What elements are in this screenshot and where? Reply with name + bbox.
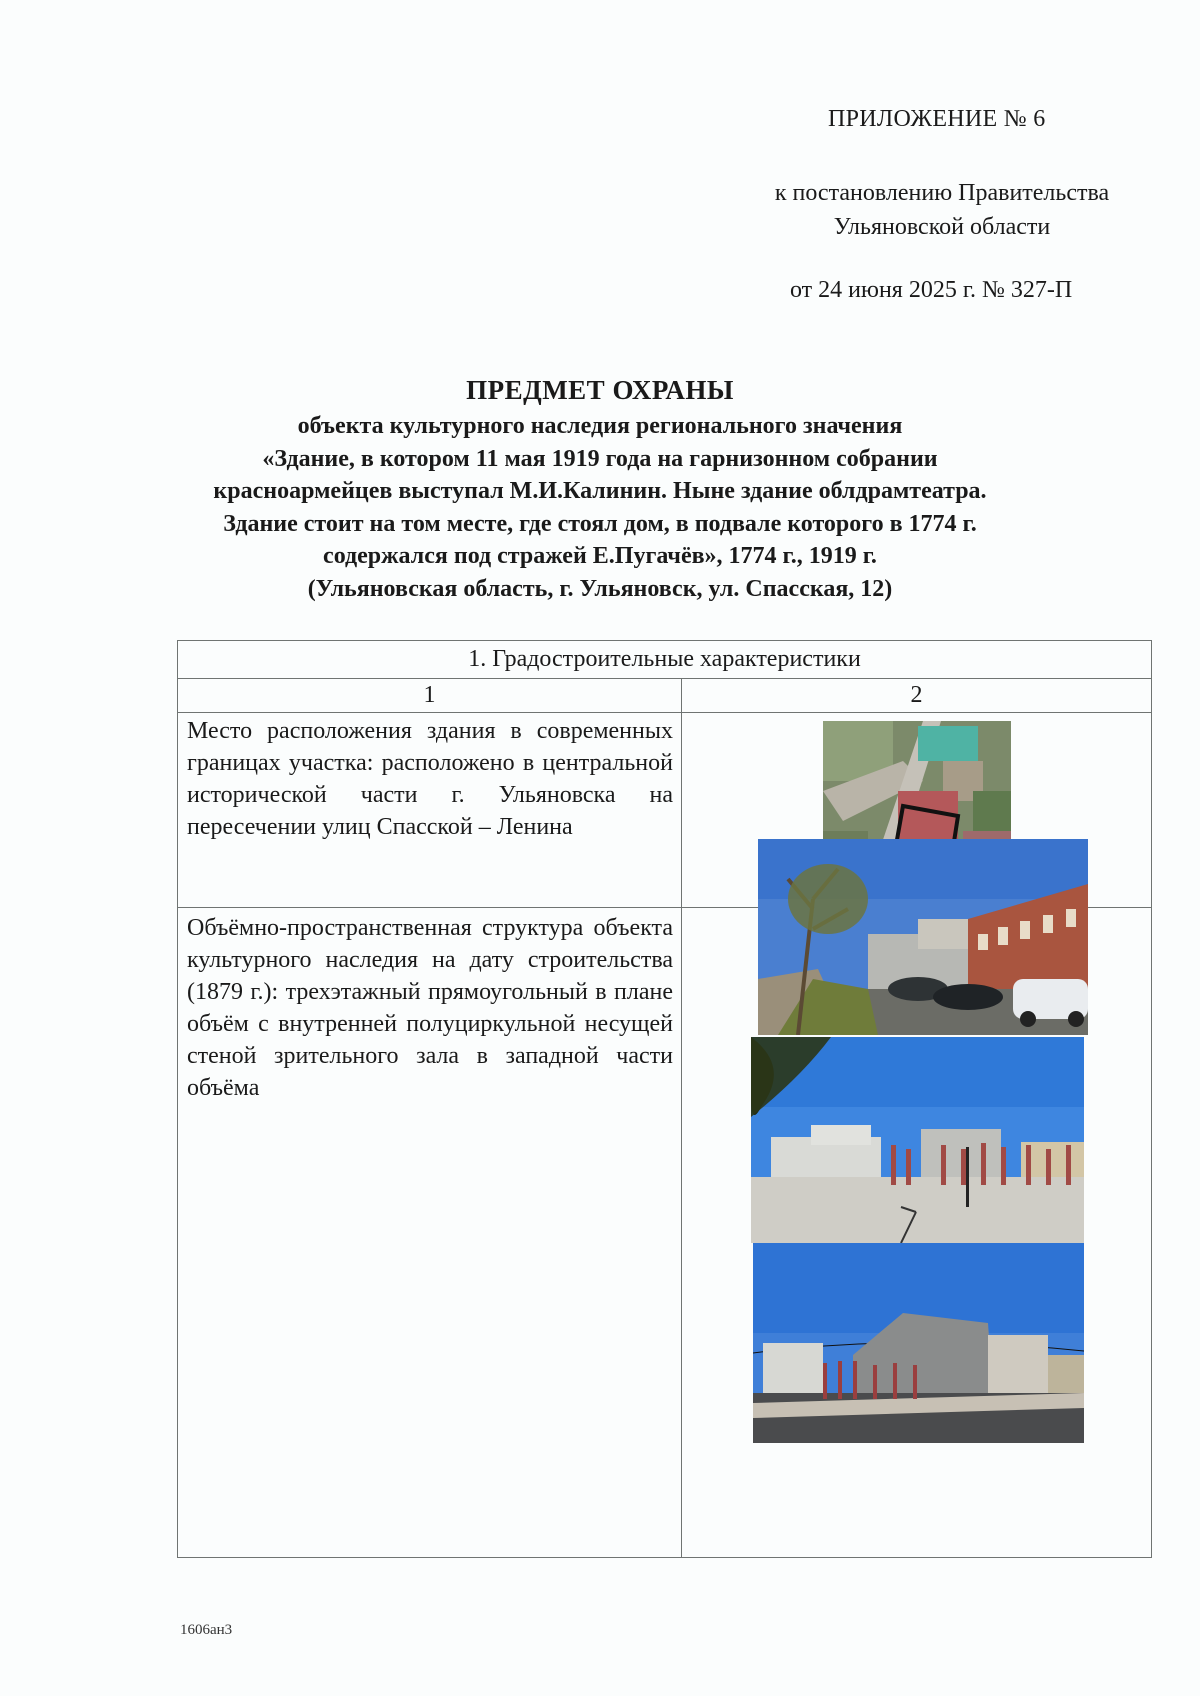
title-line: красноармейцев выступал М.И.Калинин. Ныне здание облдрамтеатра. [213,478,987,504]
table-row-1-text: Место расположения здания в современных границах участка: расположено в центральной исторической части г. Ульяновска на пересечении улиц Спасской – Ленина [187,718,673,840]
table-section-heading: 1. Градостроительные характеристики [178,641,1151,679]
street-photo-1 [758,839,1088,1035]
document-title: ПРЕДМЕТ ОХРАНЫ [466,375,734,405]
title-line: объекта культурного наследия регионального значения [297,413,903,439]
appendix-number: ПРИЛОЖЕНИЕ № 6 [828,106,1046,132]
title-line: Здание стоит на том месте, где стоял дом, в подвале которого в 1774 г. [223,510,977,537]
table-row-2-text: Объёмно-пространственная структура объекта культурного наследия на дату строительства (1879 г.): трехэтажный прямоугольный в плане объём с внутренней полуциркульной несущей стеной зрительного зала в западной части объёма [187,915,673,1101]
column-number-row [178,679,1151,713]
title-line: содержался под стражей Е.Пугачёв», 1774 г., 1919 г. [323,543,877,569]
resolution-line-1: к постановлению Правительства [774,180,1110,206]
column-divider [681,679,682,1557]
document-code: 1606ан3 [180,1622,233,1638]
characteristics-table [177,640,1152,1558]
title-block [150,372,1050,605]
street-photo-3 [753,1243,1084,1443]
resolution-line-2: Ульяновской области [833,214,1051,240]
resolution-date: от 24 июня 2025 г. № 327-П [790,277,1073,303]
resolution-reference [752,176,1132,244]
column-number-1: 1 [423,682,436,708]
street-photo-2 [751,1037,1084,1243]
title-line: «Здание, в котором 11 мая 1919 года на гарнизонном собрании [262,445,938,472]
title-line: (Ульяновская область, г. Ульяновск, ул. Спасская, 12) [307,575,893,602]
column-number-2: 2 [910,682,923,708]
